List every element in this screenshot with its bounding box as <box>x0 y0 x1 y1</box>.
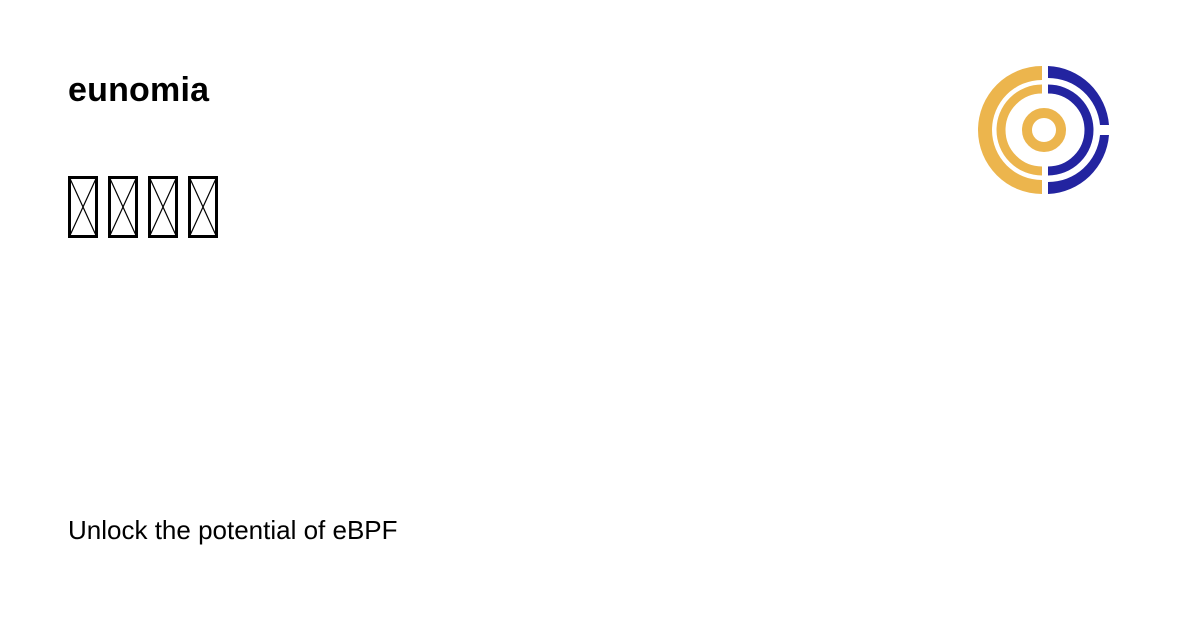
logo-center-ring <box>1027 113 1061 147</box>
logo-blue-inner-arc <box>1048 89 1089 171</box>
tagline: Unlock the potential of eBPF <box>68 515 398 545</box>
eunomia-logo-icon <box>976 63 1112 197</box>
logo-gold-half <box>978 66 1042 194</box>
logo-gold-inner-arc <box>1001 89 1042 171</box>
missing-glyph-box <box>188 176 218 238</box>
missing-glyph-box <box>108 176 138 238</box>
missing-glyph-box <box>148 176 178 238</box>
page-title <box>68 176 218 240</box>
missing-glyph-box <box>68 176 98 238</box>
site-name: eunomia <box>68 71 210 109</box>
